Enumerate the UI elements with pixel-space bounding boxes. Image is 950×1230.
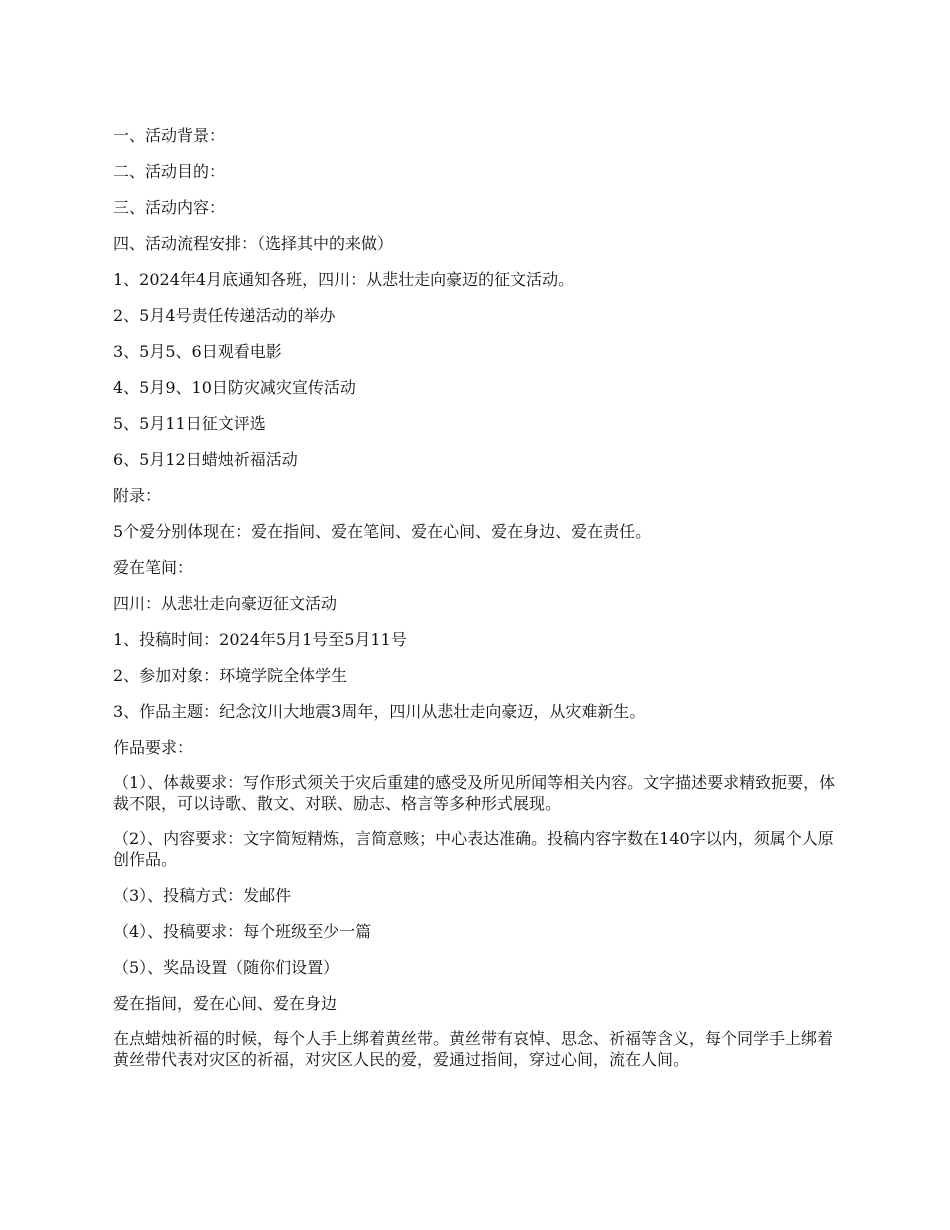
schedule-item: 6、5月12日蜡烛祈福活动 xyxy=(113,450,298,469)
schedule-item: 2、5月4号责任传递活动的举办 xyxy=(113,306,336,325)
section-heading-schedule: 四、活动流程安排：（选择其中的来做） xyxy=(113,234,394,253)
requirement-item: （5）、奖品设置（随你们设置） xyxy=(113,958,340,977)
requirement-item: （1）、体裁要求：写作形式须关于灾后重建的感受及所见所闻等相关内容。文字描述要求精致扼要，体裁不限，可以诗歌、散文、对联、励志、格言等多种形式展现。 xyxy=(113,773,836,813)
section-heading-content: 三、活动内容： xyxy=(113,198,226,217)
schedule-item: 1、2024年4月底通知各班，四川：从悲壮走向豪迈的征文活动。 xyxy=(113,270,575,289)
section-heading-purpose: 二、活动目的： xyxy=(113,162,226,181)
schedule-item: 4、5月9、10日防灾减灾宣传活动 xyxy=(113,378,356,397)
subsection-heading: 爱在笔间： xyxy=(113,558,194,577)
document-body xyxy=(113,124,840,1084)
section-heading-background: 一、活动背景： xyxy=(113,126,226,145)
schedule-item: 5、5月11日征文评选 xyxy=(113,414,266,433)
requirement-item: （2）、内容要求：文字简短精炼，言简意赅；中心表达准确。投稿内容字数在140字以内，须属个人原创作品。 xyxy=(113,829,834,869)
subsection-heading: 爱在指间，爱在心间、爱在身边 xyxy=(113,994,338,1013)
activity-detail: 2、参加对象：环境学院全体学生 xyxy=(113,666,348,685)
activity-title: 四川：从悲壮走向豪迈征文活动 xyxy=(113,594,338,613)
appendix-heading: 附录： xyxy=(113,486,162,505)
closing-paragraph: 在点蜡烛祈福的时候，每个人手上绑着黄丝带。黄丝带有哀悼、思念、祈福等含义，每个同学手上绑着黄丝带代表对灾区的祈福，对灾区人民的爱，爱通过指间，穿过心间，流在人间。 xyxy=(113,1029,834,1069)
activity-detail: 1、投稿时间：2024年5月1号至5月11号 xyxy=(113,630,407,649)
requirement-item: （4）、投稿要求：每个班级至少一篇 xyxy=(113,922,372,941)
schedule-item: 3、5月5、6日观看电影 xyxy=(113,342,282,361)
activity-detail: 3、作品主题：纪念汶川大地震3周年，四川从悲壮走向豪迈，从灾难新生。 xyxy=(113,702,646,721)
requirement-item: （3）、投稿方式：发邮件 xyxy=(113,886,292,905)
appendix-text: 5个爱分别体现在：爱在指间、爱在笔间、爱在心间、爱在身边、爱在责任。 xyxy=(113,522,652,541)
requirements-heading: 作品要求： xyxy=(113,738,194,757)
